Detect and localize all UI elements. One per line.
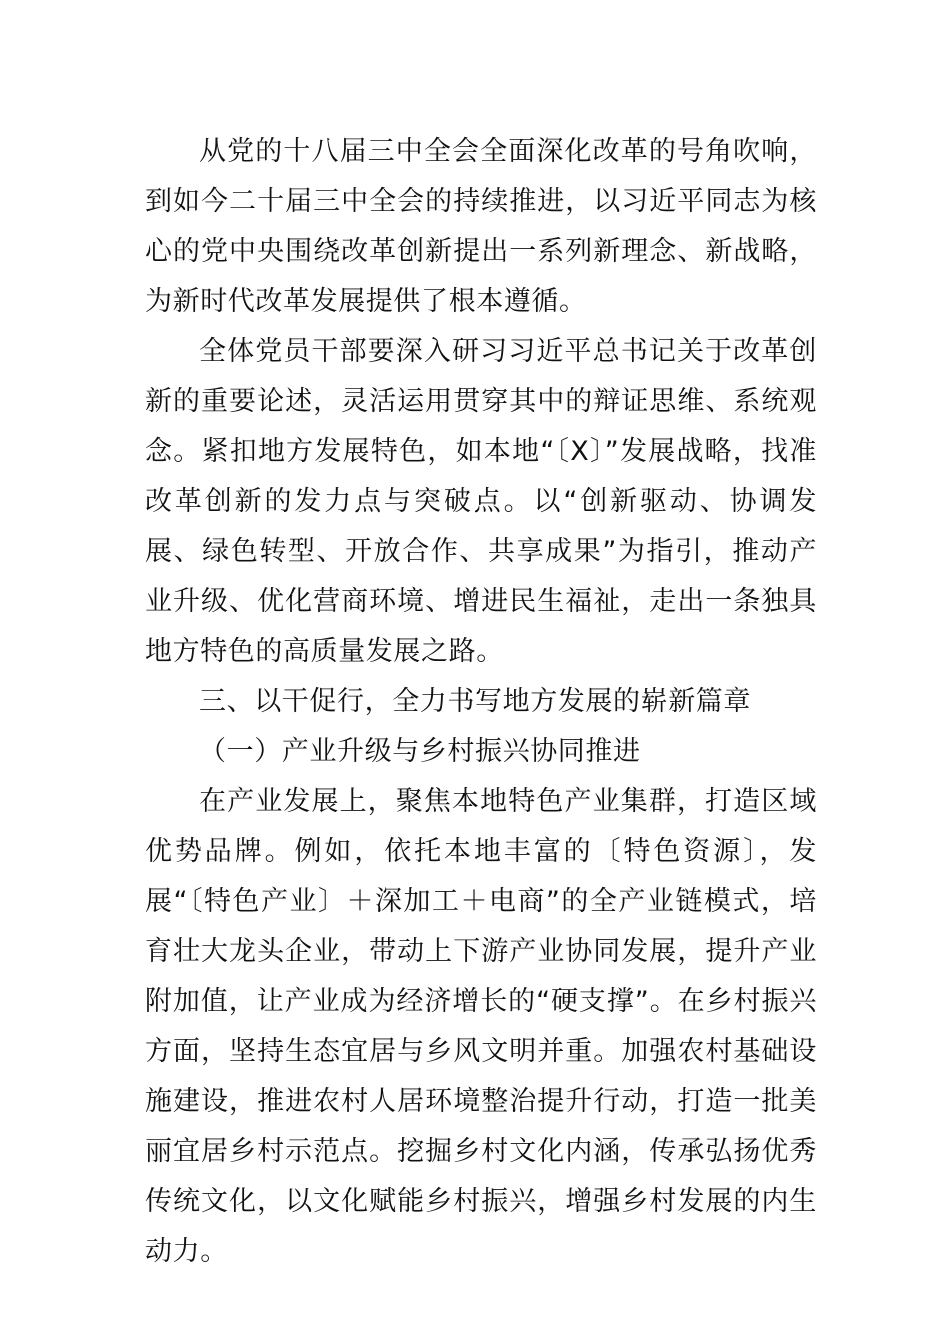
document-body (145, 127, 817, 1277)
paragraph-industry-rural: 在产业发展上，聚焦本地特色产业集群，打造区域优势品牌。例如，依托本地丰富的〔特色资源〕，发展“〔特色产业〕＋深加工＋电商”的全产业链模式，培育壮大龙头企业，带动上下游产业协同发展，提升产业附加值，让产业成为经济增长的“硬支撑”。在乡村振兴方面，坚持生态宜居与乡风文明并重。加强农村基础设施建设，推进农村人居环境整治提升行动，打造一批美丽宜居乡村示范点。挖掘乡村文化内涵，传承弘扬优秀传统文化，以文化赋能乡村振兴，增强乡村发展的内生动力。 (145, 786, 817, 1267)
paragraph-party-members: 全体党员干部要深入研习习近平总书记关于改革创新的重要论述，灵活运用贯穿其中的辩证思维、系统观念。紧扣地方发展特色，如本地“〔X〕”发展战略，找准改革创新的发力点与突破点。以“创新驱动、协调发展、绿色转型、开放合作、共享成果”为指引，推动产业升级、优化营商环境、增进民生福祉，走出一条独具地方特色的高质量发展之路。 (145, 336, 817, 667)
subsection-heading: （一）产业升级与乡村振兴协同推进 (199, 736, 641, 767)
paragraph-reform-history: 从党的十八届三中全会全面深化改革的号角吹响，到如今二十届三中全会的持续推进，以习近平同志为核心的党中央围绕改革创新提出一系列新理念、新战略，为新时代改革发展提供了根本遵循。 (145, 136, 817, 317)
section-heading: 三、以干促行，全力书写地方发展的崭新篇章 (199, 686, 751, 717)
